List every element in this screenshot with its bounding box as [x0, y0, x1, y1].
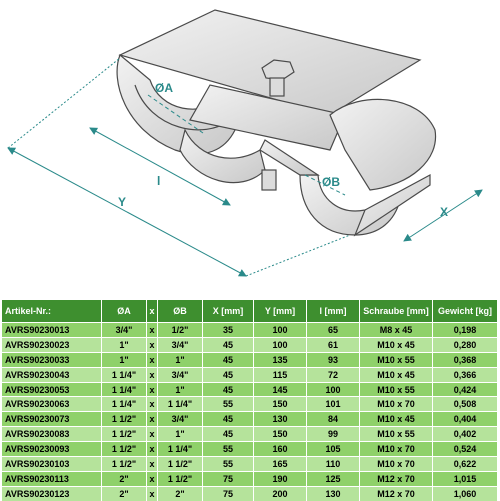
length-y-label: Y: [118, 195, 127, 209]
cell-dia-b: 3/4": [158, 367, 203, 382]
cell-weight: 1,060: [433, 486, 498, 500]
cell-y: 165: [254, 457, 307, 472]
cell-article: AVRS90230033: [2, 352, 102, 367]
cell-y: 160: [254, 442, 307, 457]
table-row: [2, 486, 498, 500]
cell-x: 45: [203, 382, 254, 397]
table-row: [2, 382, 498, 397]
cell-dia-b: 1 1/2": [158, 457, 203, 472]
dia-b-label: ØB: [322, 175, 340, 189]
cell-weight: 0,368: [433, 352, 498, 367]
cell-screw: M10 x 55: [360, 352, 433, 367]
cell-screw: M12 x 70: [360, 486, 433, 500]
cell-dia-a: 1 1/2": [102, 412, 147, 427]
cell-x: 35: [203, 323, 254, 338]
cell-dia-b: 2": [158, 486, 203, 500]
header-x: X [mm]: [203, 300, 254, 323]
cell-l: 72: [307, 367, 360, 382]
cell-y: 200: [254, 486, 307, 500]
cell-sep: x: [147, 427, 158, 442]
cell-dia-b: 1": [158, 382, 203, 397]
cell-article: AVRS90230103: [2, 457, 102, 472]
cell-weight: 0,424: [433, 382, 498, 397]
table-row: [2, 442, 498, 457]
table-row: [2, 412, 498, 427]
cell-dia-a: 2": [102, 471, 147, 486]
width-x-label: X: [440, 205, 449, 219]
cell-screw: M8 x 45: [360, 323, 433, 338]
cell-sep: x: [147, 471, 158, 486]
cell-y: 145: [254, 382, 307, 397]
cell-weight: 0,524: [433, 442, 498, 457]
cell-weight: 1,015: [433, 471, 498, 486]
header-weight: Gewicht [kg]: [433, 300, 498, 323]
cell-article: AVRS90230123: [2, 486, 102, 500]
cell-weight: 0,402: [433, 427, 498, 442]
cell-article: AVRS90230043: [2, 367, 102, 382]
header-l: l [mm]: [307, 300, 360, 323]
cell-dia-b: 3/4": [158, 337, 203, 352]
cell-y: 115: [254, 367, 307, 382]
cell-x: 45: [203, 337, 254, 352]
cell-sep: x: [147, 337, 158, 352]
table-row: [2, 323, 498, 338]
cell-weight: 0,404: [433, 412, 498, 427]
cell-weight: 0,622: [433, 457, 498, 472]
cell-dia-a: 1 1/2": [102, 427, 147, 442]
cell-dia-b: 1/2": [158, 323, 203, 338]
cell-x: 45: [203, 352, 254, 367]
cell-sep: x: [147, 367, 158, 382]
cell-article: AVRS90230023: [2, 337, 102, 352]
cell-sep: x: [147, 442, 158, 457]
cell-dia-a: 2": [102, 486, 147, 500]
cell-l: 125: [307, 471, 360, 486]
table-row: [2, 471, 498, 486]
cell-dia-a: 3/4": [102, 323, 147, 338]
cell-screw: M10 x 45: [360, 337, 433, 352]
cell-dia-a: 1 1/2": [102, 457, 147, 472]
cell-l: 65: [307, 323, 360, 338]
table-row: [2, 397, 498, 412]
cell-x: 75: [203, 486, 254, 500]
cell-sep: x: [147, 397, 158, 412]
cell-article: AVRS90230093: [2, 442, 102, 457]
cell-y: 130: [254, 412, 307, 427]
cell-dia-a: 1": [102, 352, 147, 367]
cell-dia-b: 1": [158, 427, 203, 442]
cell-sep: x: [147, 352, 158, 367]
cell-sep: x: [147, 457, 158, 472]
cell-sep: x: [147, 486, 158, 500]
cell-weight: 0,508: [433, 397, 498, 412]
cell-l: 61: [307, 337, 360, 352]
cell-x: 45: [203, 412, 254, 427]
cell-screw: M10 x 45: [360, 367, 433, 382]
cell-y: 150: [254, 397, 307, 412]
header-y: Y [mm]: [254, 300, 307, 323]
cell-article: AVRS90230063: [2, 397, 102, 412]
cell-l: 101: [307, 397, 360, 412]
cell-l: 100: [307, 382, 360, 397]
cell-dia-b: 1 1/2": [158, 471, 203, 486]
cell-article: AVRS90230073: [2, 412, 102, 427]
cell-dia-b: 1": [158, 352, 203, 367]
cell-y: 100: [254, 323, 307, 338]
cell-sep: x: [147, 382, 158, 397]
cell-screw: M10 x 70: [360, 442, 433, 457]
table-row: [2, 337, 498, 352]
cell-screw: M10 x 55: [360, 382, 433, 397]
cell-article: AVRS90230113: [2, 471, 102, 486]
cell-article: AVRS90230083: [2, 427, 102, 442]
length-l-label: l: [157, 174, 161, 188]
cell-x: 45: [203, 427, 254, 442]
cell-screw: M10 x 70: [360, 457, 433, 472]
cell-dia-a: 1 1/4": [102, 367, 147, 382]
cell-screw: M10 x 55: [360, 427, 433, 442]
cell-y: 135: [254, 352, 307, 367]
header-screw: Schraube [mm]: [360, 300, 433, 323]
cell-sep: x: [147, 412, 158, 427]
header-dia-a: ØA: [102, 300, 147, 323]
table-row: [2, 457, 498, 472]
cell-x: 55: [203, 442, 254, 457]
cell-l: 130: [307, 486, 360, 500]
cell-screw: M10 x 70: [360, 397, 433, 412]
cell-dia-a: 1 1/2": [102, 442, 147, 457]
cell-dia-a: 1": [102, 337, 147, 352]
cell-weight: 0,280: [433, 337, 498, 352]
header-dia-b: ØB: [158, 300, 203, 323]
cell-weight: 0,198: [433, 323, 498, 338]
cell-l: 93: [307, 352, 360, 367]
cell-l: 110: [307, 457, 360, 472]
cell-x: 55: [203, 397, 254, 412]
header-article: Artikel-Nr.:: [2, 300, 102, 323]
cell-y: 100: [254, 337, 307, 352]
cell-l: 105: [307, 442, 360, 457]
cell-dia-b: 1 1/4": [158, 397, 203, 412]
cell-dia-b: 1 1/4": [158, 442, 203, 457]
cell-y: 150: [254, 427, 307, 442]
cell-sep: x: [147, 323, 158, 338]
table-body: [2, 323, 498, 501]
cell-article: AVRS90230053: [2, 382, 102, 397]
cell-x: 75: [203, 471, 254, 486]
cell-dia-a: 1 1/4": [102, 397, 147, 412]
table-row: [2, 427, 498, 442]
table-row: [2, 352, 498, 367]
table-header-row: [2, 300, 498, 323]
table-row: [2, 367, 498, 382]
clamp-body: [117, 10, 435, 235]
cell-x: 55: [203, 457, 254, 472]
header-sep: x: [147, 300, 158, 323]
dia-a-label: ØA: [155, 81, 173, 95]
cell-article: AVRS90230013: [2, 323, 102, 338]
cell-screw: M10 x 45: [360, 412, 433, 427]
cell-y: 190: [254, 471, 307, 486]
cell-screw: M12 x 70: [360, 471, 433, 486]
cell-weight: 0,366: [433, 367, 498, 382]
cell-dia-a: 1 1/4": [102, 382, 147, 397]
cell-dia-b: 3/4": [158, 412, 203, 427]
cell-l: 84: [307, 412, 360, 427]
spec-table: [2, 300, 498, 501]
cell-l: 99: [307, 427, 360, 442]
cell-x: 45: [203, 367, 254, 382]
